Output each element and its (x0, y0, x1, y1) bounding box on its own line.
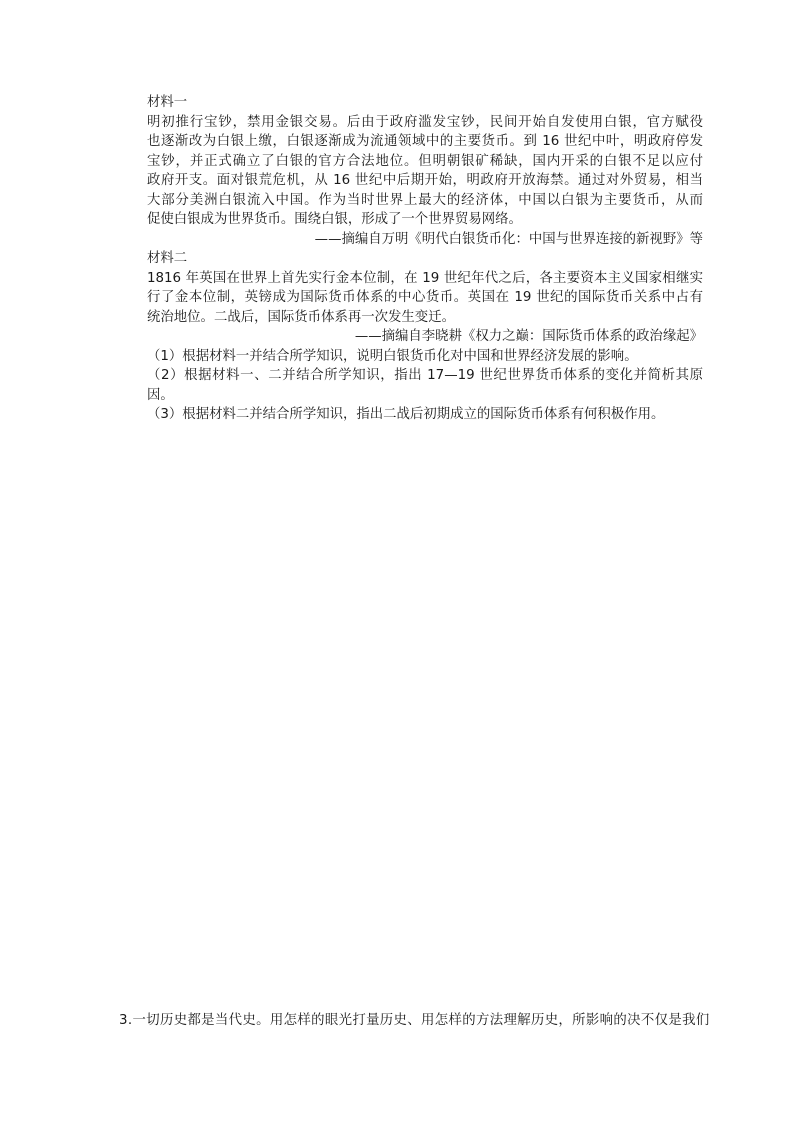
material-two-line: 统治地位。二战后，国际货币体系再一次发生变迁。 (147, 309, 455, 325)
material-two-source: ——摘编自李晓耕《权力之巅：国际货币体系的政治缘起》 (354, 329, 703, 344)
material-two-line: 1816 年英国在世界上首先实行金本位制，在 19 世纪年代之后，各主要资本主义国家相继实 (147, 270, 703, 286)
material-one-line: 政府开支。面对银荒危机，从 16 世纪中后期开始，明政府开放海禁。通过对外贸易，相当 (147, 173, 703, 188)
material-two-heading: 材料二 (147, 251, 188, 266)
next-question-text: 3.一切历史都是当代史。用怎样的眼光打量历史、用怎样的方法理解历史，所影响的决不仅是我们 (119, 1013, 710, 1028)
material-one-line: 促使白银成为世界货币。围绕白银，形成了一个世界贸易网络。 (147, 212, 522, 227)
material-two-line: 行了金本位制，英镑成为国际货币体系的中心货币。英国在 19 世纪的国际货币关系中占有 (147, 290, 703, 305)
question-one: （1）根据材料一并结合所学知识，说明白银货币化对中国和世界经济发展的影响。 (147, 348, 638, 364)
material-one-line: 宝钞，并正式确立了白银的官方合法地位。但明朝银矿稀缺，国内开采的白银不足以应付 (147, 153, 703, 169)
material-one-line: 大部分美洲白银流入中国。作为当时世界上最大的经济体，中国以白银为主要货币，从而 (147, 192, 703, 208)
material-one-line: 也逐渐改为白银上缴，白银逐渐成为流通领域中的主要货币。到 16 世纪中叶，明政府停发 (147, 134, 703, 149)
question-material-block (147, 93, 703, 425)
material-one-source: ——摘编自万明《明代白银货币化：中国与世界连接的新视野》等 (314, 231, 703, 247)
material-one-line: 明初推行宝钞，禁用金银交易。后由于政府滥发宝钞，民间开始自发使用白银，官方赋役 (147, 114, 703, 130)
question-three: （3）根据材料二并结合所学知识，指出二战后初期成立的国际货币体系有何积极作用。 (147, 407, 665, 422)
question-two-continued: 因。 (147, 387, 174, 403)
material-one-heading: 材料一 (147, 95, 188, 110)
question-two: （2）根据材料一、二并结合所学知识，指出 17—19 世纪世界货币体系的变化并简析其原 (147, 368, 703, 383)
